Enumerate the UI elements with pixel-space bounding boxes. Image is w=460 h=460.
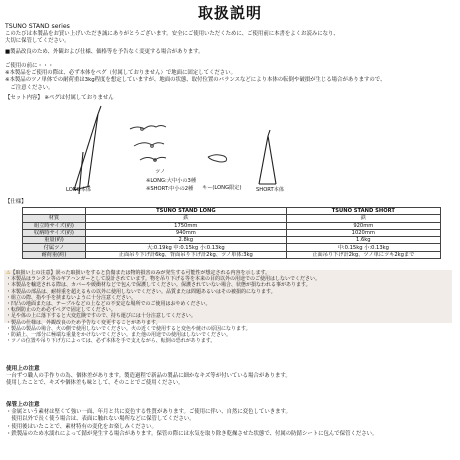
row-label: 耐荷重(約): [23, 251, 86, 258]
before-use-line: ※本製品をご使用の際は、必ず本体をペグ（付属しておりません）で地面に固定してください。: [5, 70, 236, 77]
caution-list: [6, 270, 320, 344]
long-value: 2.8kg: [86, 237, 287, 244]
usage-line: 使用したことで、キズや個体差も味として、そのことでご使用ください。: [6, 380, 184, 387]
table-header-cell: TSUNO STAND LONG: [86, 208, 287, 215]
before-use-line: ※本製品のツノ単体での耐荷重は3kg程度を想定していますが、地面の状態、取付位置のバランスなどにより本体の転倒や破損が生じる場合がありますので、: [5, 77, 386, 84]
table-row: [23, 215, 441, 222]
spec-heading: 【仕様】: [5, 199, 27, 205]
intro-line: 大切に保管してください。: [5, 38, 70, 45]
warning-icon: ⚠: [6, 270, 11, 276]
table-header-row: [23, 208, 441, 215]
table-row: [23, 244, 441, 251]
long-value: 鉄: [86, 215, 287, 222]
short-value: 止面吊り下げ計2kg、ツノ単にツキ2kgまで: [286, 251, 440, 258]
key-drawing: [208, 155, 227, 162]
short-stand-drawing: [259, 130, 276, 184]
long-stand-drawing: [74, 106, 101, 194]
series-name: TSUNO STAND series: [5, 23, 70, 30]
key-label: キー(LONG限定): [202, 185, 242, 191]
row-label: 重量(約): [23, 237, 86, 244]
table-header-cell: [23, 208, 86, 215]
storage-section: [6, 402, 377, 438]
long-value: 1750mm: [86, 222, 287, 229]
storage-line: 使用以外で長く使う場合は、表面に触れない場所などに保管してください。: [6, 416, 195, 423]
row-label: 材質: [23, 215, 86, 222]
row-label: 組立時サイズ(約): [23, 222, 86, 229]
tsuno-long-note: ※LONG:大中小の3種: [146, 178, 197, 184]
caution-item: ・製品の製品の場合、火の側で使用しないでください。火の近くで使用すると変色や焼けの原因になります。: [6, 325, 251, 332]
storage-heading: 保管上の注意: [6, 402, 40, 408]
usage-line: 一台ずつ職人の手作りの為、個体差があります。製造過程で新品の製品に細かなキズ等が付いている場合があります。: [6, 373, 291, 380]
caution-item: ・凹凸の地面または、テーブルなどの上などの不安定な場所でのご使用はおやめください。: [6, 301, 211, 308]
page-title: 取扱説明: [197, 4, 262, 22]
usage-section: [6, 366, 291, 388]
table-row: [23, 237, 441, 244]
tsuno-short-note: ※SHORT:中小の2種: [146, 186, 194, 192]
row-label: 収納時サイズ(約): [23, 229, 86, 236]
table-row: [23, 222, 441, 229]
short-value: 1020mm: [286, 229, 440, 236]
short-value: 1.6kg: [286, 237, 440, 244]
caution-item: ・足や体の上に落下すると大変危険ですので、持ち運びには十分注意してください。: [6, 313, 196, 320]
short-value: 鉄: [286, 215, 440, 222]
caution-item: ・組立の際、指や手を挟まないように十分注意ください。: [6, 294, 137, 301]
caution-item: ・本製品はランタン等のギアハンガーとして設計されています。物を吊り下げる等を本来の目的以外の用途でのご使用はしないでください。: [6, 276, 321, 283]
table-row: [23, 229, 441, 236]
set-contents-heading: 【セット内容】 ※ペグは付属しておりません: [5, 95, 114, 101]
short-body-label: SHORT本体: [256, 187, 285, 193]
intro-text: [5, 31, 339, 45]
long-body-label: LONG本体: [66, 187, 92, 193]
long-value: 大:0.19kg 中:0.15kg 小:0.13kg: [86, 244, 287, 251]
horn-drawings: [130, 126, 166, 162]
caution-item: ・防錆上、一部分に極端な重量をかけないでください。また他の用途での使用はしないでください。: [6, 332, 232, 339]
short-value: 中:0.15kg 小:0.13kg: [286, 244, 440, 251]
row-label: 付属ツノ: [23, 244, 86, 251]
table-header-cell: TSUNO STAND SHORT: [286, 208, 440, 215]
usage-heading: 使用上の注意: [6, 366, 40, 372]
spec-table: [22, 207, 441, 259]
notice-text: ■製品改良のため、外観および仕様、価格等を予告なく変更する場合があります。: [5, 49, 204, 55]
caution-item: ・本製品を輸送される際は、カバーや緩衝材などで包んで保護してください。保護されていない場合、状態が損なわれる事があります。: [6, 282, 311, 289]
caution-item: ・ツノの位置や吊り下げ方によっては、必ず本体を手で支えながら、転倒の恐れがあります。: [6, 338, 216, 345]
before-use-line: ご注意ください。: [5, 84, 54, 91]
caution-item: ・転倒防止のため必ずペグで固定してください。: [6, 307, 116, 314]
storage-line: ・鉄製品のため水濡れによって錆が発生する場合があります。保管の際には水気を取り除き乾燥させた状態で、付属の防錆シートに包んで保管ください。: [6, 430, 378, 437]
before-use-section: [5, 63, 385, 92]
storage-line: ・使用後はいたことで、素材特有の変化をお楽しみください。: [6, 423, 157, 430]
before-use-heading: ご使用の前に・・・: [5, 63, 54, 69]
long-value: 止面吊り下げ計6kg、背面吊り下げ計2kg、ツノ単体:3kg: [86, 251, 287, 258]
long-value: 940mm: [86, 229, 287, 236]
caution-item: ・製品の仕様は、外観改良のため予告なく変更することがあります。: [6, 319, 161, 326]
table-row: [23, 251, 441, 258]
intro-line: このたびは本製品をお買い上げいただき誠にありがとうございます。安全にご使用いただくために、ご使用前に本書をよくお読みになり、: [5, 31, 339, 37]
caution-item: ・本製品の部品は、耐荷重を超えるもの以外に使用しないでください。品質または問題あるいはその被損的になります。: [6, 288, 276, 295]
short-value: 920mm: [286, 222, 440, 229]
storage-line: ・金属という素材は堅くて強い一面、年月と共に変色する性質があります。ご使用に伴い、自然に変色していきます。: [6, 409, 291, 416]
tsuno-label: ツノ: [155, 169, 166, 175]
caution-heading: ⚠【取扱い上の注意】誤った取扱いをすると負傷または物的損害のみが発生する可能性が想定される内容を示します。: [6, 270, 271, 276]
